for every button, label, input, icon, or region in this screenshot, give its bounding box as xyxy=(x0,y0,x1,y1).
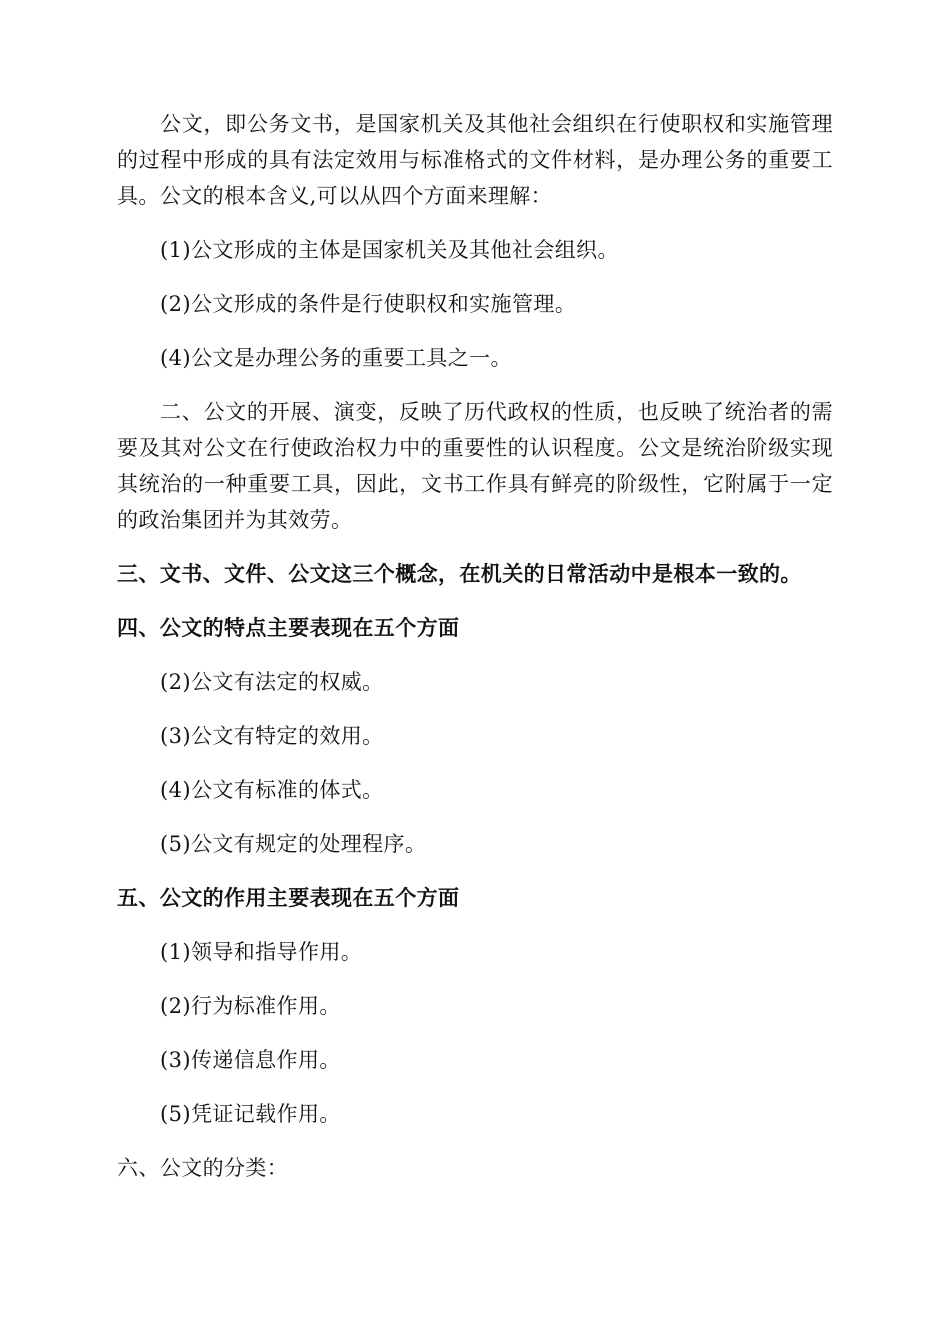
list-item: (4)公文有标准的体式。 xyxy=(160,778,384,802)
list-item: (3)传递信息作用。 xyxy=(160,1048,341,1072)
intro-paragraph: 公文，即公务文书，是国家机关及其他社会组织在行使职权和实施管理的过程中形成的具有法定效用与标准格式的文件材料，是办理公务的重要工具。公文的根本含义,可以从四个方面来理解： xyxy=(117,112,833,208)
list-item: (2)行为标准作用。 xyxy=(160,994,341,1018)
document-page xyxy=(117,106,833,1186)
section-three-heading: 三、文书、文件、公文这三个概念，在机关的日常活动中是根本一致的。 xyxy=(117,561,802,586)
section-six-heading: 六、公文的分类： xyxy=(117,1156,289,1180)
list-item: (5)公文有规定的处理程序。 xyxy=(160,832,427,856)
section-two-paragraph: 二、公文的开展、演变，反映了历代政权的性质，也反映了统治者的需要及其对公文在行使政治权力中的重要性的认识程度。公文是统治阶级实现其统治的一种重要工具，因此，文书工作具有鲜亮的阶级性，它附属于一定的政治集团并为其效劳。 xyxy=(117,400,833,532)
list-item: (1)领导和指导作用。 xyxy=(160,940,363,964)
list-item: (4)公文是办理公务的重要工具之一。 xyxy=(160,346,512,370)
list-item: (5)凭证记载作用。 xyxy=(160,1102,341,1126)
section-four-heading: 四、公文的特点主要表现在五个方面 xyxy=(117,615,460,640)
list-item: (2)公文形成的条件是行使职权和实施管理。 xyxy=(160,292,577,316)
list-item: (2)公文有法定的权威。 xyxy=(160,670,384,694)
list-item: (1)公文形成的主体是国家机关及其他社会组织。 xyxy=(160,238,619,262)
section-five-heading: 五、公文的作用主要表现在五个方面 xyxy=(117,885,460,910)
list-item: (3)公文有特定的效用。 xyxy=(160,724,384,748)
